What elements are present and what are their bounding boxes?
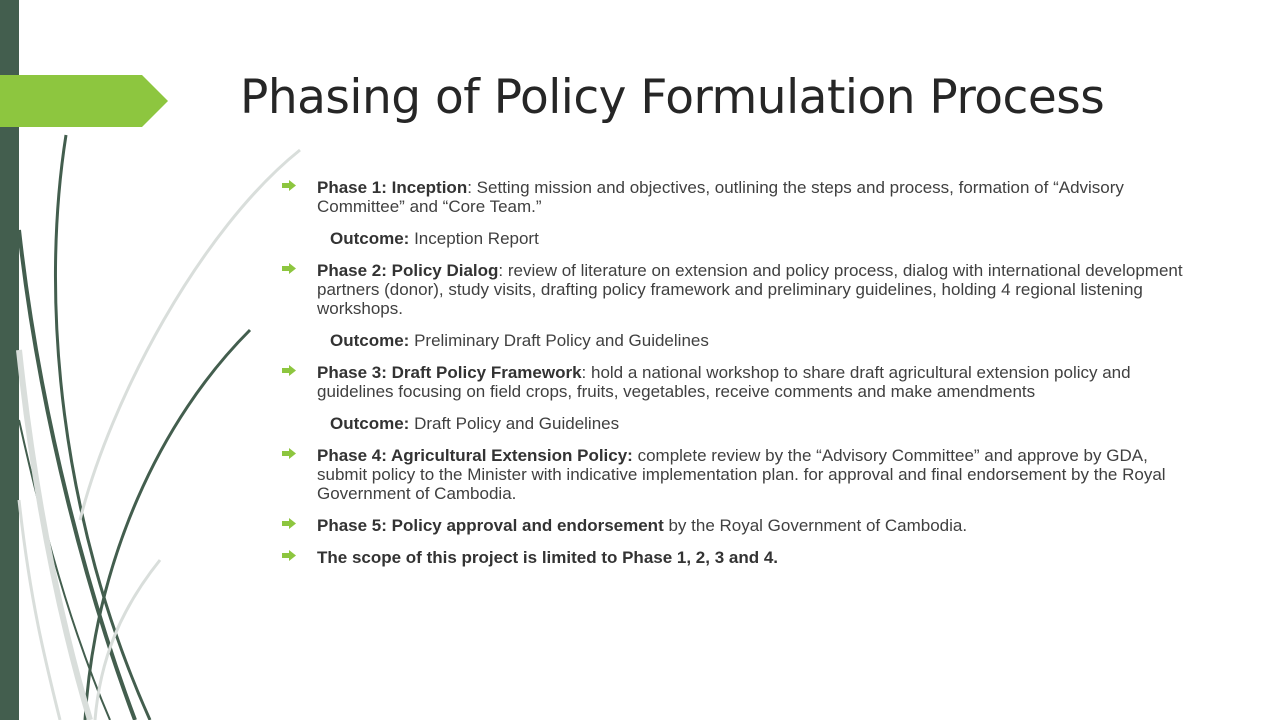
phase-label: Phase 1: Inception: [317, 178, 468, 197]
outcome-label: Outcome:: [330, 331, 410, 350]
content-list: [282, 178, 1202, 567]
list-item-phase-4: [282, 446, 1202, 503]
phase-text: complete review by the “Advisory Committee” and approve by GDA, submit policy to the Minister with indicative implementation plan. for approval and final endorsement by the Royal Government of Cambodia.: [317, 446, 1166, 503]
outcome-phase-2: [282, 331, 1202, 350]
list-item-phase-1: [282, 178, 1202, 216]
phase-label: Phase 4: Agricultural Extension Policy:: [317, 446, 633, 465]
outcome-text: Draft Policy and Guidelines: [409, 414, 620, 433]
list-item-phase-5: [282, 516, 1202, 535]
outcome-text: Preliminary Draft Policy and Guidelines: [409, 331, 709, 350]
list-item-phase-3: [282, 363, 1202, 401]
phase-text: : Setting mission and objectives, outlining the steps and process, formation of “Advisory Committee” and “Core Team.”: [317, 178, 1124, 216]
arrow-bullet-icon: [282, 550, 296, 561]
outcome-phase-1: [282, 229, 1202, 248]
list-item-phase-2: [282, 261, 1202, 318]
scope-text: The scope of this project is limited to Phase 1, 2, 3 and 4.: [317, 548, 779, 567]
arrow-bullet-icon: [282, 448, 296, 459]
phase-label: Phase 5: Policy approval and endorsement: [317, 516, 664, 535]
arrow-bullet-icon: [282, 518, 296, 529]
outcome-label: Outcome:: [330, 414, 410, 433]
outcome-text: Inception Report: [409, 229, 539, 248]
phase-text: : review of literature on extension and policy process, dialog with international development partners (donor), study visits, drafting policy framework and preliminary guidelines, holding 4 regional listening workshops.: [317, 261, 1183, 318]
arrow-bullet-icon: [282, 180, 296, 191]
outcome-label: Outcome:: [330, 229, 410, 248]
arrow-bullet-icon: [282, 263, 296, 274]
arrow-bullet-icon: [282, 365, 296, 376]
outcome-phase-3: [282, 414, 1202, 433]
title-arrow-shape: [0, 75, 168, 127]
phase-text: : hold a national workshop to share draft agricultural extension policy and guidelines focusing on field crops, fruits, vegetables, receive comments and make amendments: [317, 363, 1131, 401]
phase-label: Phase 3: Draft Policy Framework: [317, 363, 582, 382]
phase-label: Phase 2: Policy Dialog: [317, 261, 499, 280]
list-item-scope: [282, 548, 1202, 567]
phase-text: by the Royal Government of Cambodia.: [663, 516, 968, 535]
page-title: Phasing of Policy Formulation Process: [240, 70, 1105, 125]
